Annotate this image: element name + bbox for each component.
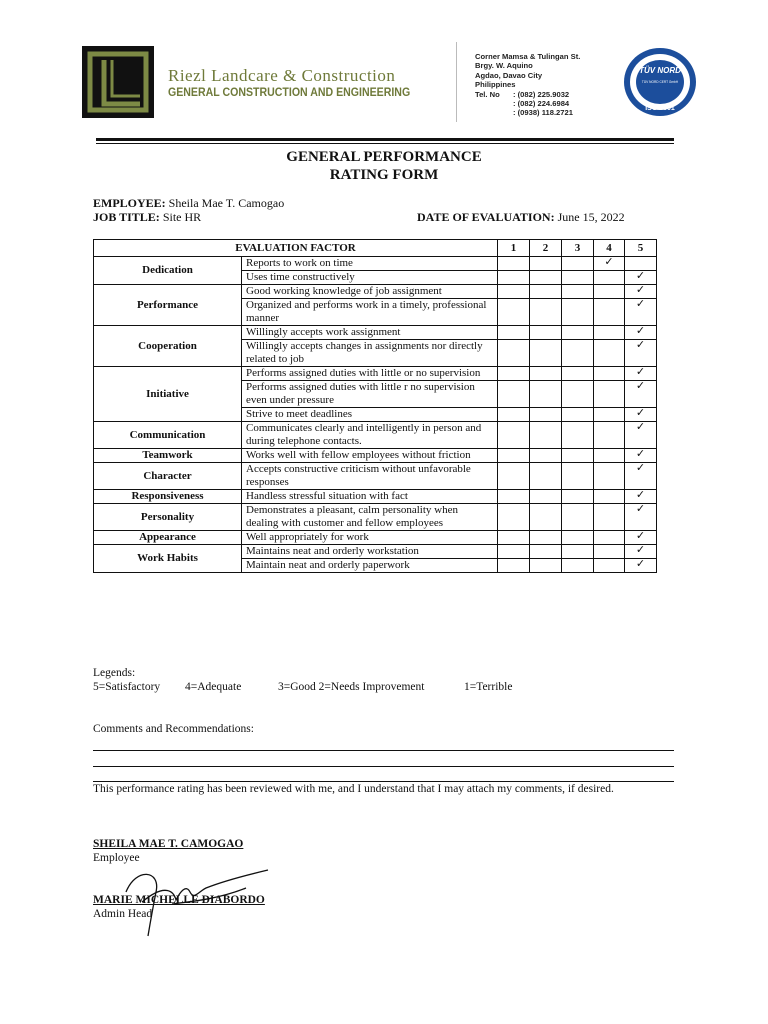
header-rule bbox=[96, 138, 674, 141]
criterion-cell: Demonstrates a pleasant, calm personality when dealing with customer and fellow employees bbox=[242, 504, 498, 531]
legend-title: Legends: bbox=[93, 667, 136, 679]
score-cell-1[interactable] bbox=[498, 559, 530, 573]
score-cell-3[interactable] bbox=[562, 559, 594, 573]
company-logo bbox=[82, 46, 154, 118]
criterion-cell: Accepts constructive criticism without unfavorable responses bbox=[242, 463, 498, 490]
tel-number: : (082) 224.6984 bbox=[513, 99, 570, 109]
factor-cell: Personality bbox=[94, 504, 242, 531]
score-header: 3 bbox=[562, 240, 594, 257]
check-mark-icon: ✓ bbox=[635, 325, 646, 337]
tel-number: : (082) 225.9032 bbox=[513, 89, 570, 99]
factor-cell: Appearance bbox=[94, 531, 242, 545]
comment-line[interactable] bbox=[93, 766, 674, 767]
title-line1: GENERAL PERFORMANCE bbox=[286, 149, 482, 165]
employee-value: Sheila Mae T. Camogao bbox=[168, 196, 285, 210]
check-mark-icon: ✓ bbox=[635, 270, 646, 282]
score-cell-5[interactable] bbox=[625, 408, 657, 422]
score-cell-2[interactable] bbox=[530, 257, 562, 271]
header-rule-thin bbox=[96, 143, 674, 144]
score-cell-4[interactable] bbox=[594, 285, 625, 299]
evaluation-table bbox=[93, 239, 657, 573]
date-label: DATE OF EVALUATION: bbox=[417, 210, 555, 224]
criterion-cell: Willingly accepts work assignment bbox=[242, 326, 498, 340]
admin-signatory-name: MARIE MICHELLE DIABORDO bbox=[93, 894, 265, 906]
score-header: 4 bbox=[594, 240, 625, 257]
score-cell-3[interactable] bbox=[562, 340, 594, 367]
check-mark-icon: ✓ bbox=[635, 421, 646, 433]
factor-cell: Character bbox=[94, 463, 242, 490]
comments-label: Comments and Recommendations: bbox=[93, 723, 254, 735]
tel-row bbox=[475, 90, 580, 99]
criterion-cell: Communicates clearly and intelligently in person and during telephone contacts. bbox=[242, 422, 498, 449]
criterion-cell: Handless stressful situation with fact bbox=[242, 490, 498, 504]
score-cell-4[interactable] bbox=[594, 257, 625, 271]
table-row bbox=[94, 490, 657, 504]
score-cell-3[interactable] bbox=[562, 381, 594, 408]
score-cell-5[interactable] bbox=[625, 559, 657, 573]
score-cell-4[interactable] bbox=[594, 422, 625, 449]
factor-cell: Communication bbox=[94, 422, 242, 449]
check-mark-icon: ✓ bbox=[635, 298, 646, 310]
table-row bbox=[94, 367, 657, 381]
criterion-cell: Well appropriately for work bbox=[242, 531, 498, 545]
tel-row bbox=[475, 99, 580, 108]
score-cell-5[interactable] bbox=[625, 531, 657, 545]
score-cell-5[interactable] bbox=[625, 367, 657, 381]
factor-cell: Teamwork bbox=[94, 449, 242, 463]
score-cell-2[interactable] bbox=[530, 545, 562, 559]
score-cell-1[interactable] bbox=[498, 257, 530, 271]
score-cell-4[interactable] bbox=[594, 463, 625, 490]
score-cell-1[interactable] bbox=[498, 299, 530, 326]
score-cell-2[interactable] bbox=[530, 285, 562, 299]
score-cell-2[interactable] bbox=[530, 367, 562, 381]
employee-signatory-name: SHEILA MAE T. CAMOGAO bbox=[93, 838, 244, 850]
criterion-cell: Strive to meet deadlines bbox=[242, 408, 498, 422]
seal-bottom-text: ISO 9001 bbox=[645, 105, 675, 112]
score-cell-3[interactable] bbox=[562, 408, 594, 422]
score-cell-4[interactable] bbox=[594, 271, 625, 285]
score-cell-5[interactable] bbox=[625, 422, 657, 449]
job-title-line bbox=[93, 210, 201, 225]
check-mark-icon: ✓ bbox=[635, 284, 646, 296]
score-cell-5[interactable] bbox=[625, 449, 657, 463]
score-cell-4[interactable] bbox=[594, 559, 625, 573]
tel-number: : (0938) 118.2721 bbox=[513, 108, 573, 118]
criterion-cell: Works well with fellow employees without friction bbox=[242, 449, 498, 463]
table-row bbox=[94, 285, 657, 299]
score-cell-5[interactable] bbox=[625, 285, 657, 299]
score-cell-5[interactable] bbox=[625, 504, 657, 531]
score-cell-2[interactable] bbox=[530, 326, 562, 340]
score-cell-5[interactable] bbox=[625, 326, 657, 340]
address-line: Corner Mamsa & Tulingan St. bbox=[475, 52, 581, 61]
score-cell-3[interactable] bbox=[562, 326, 594, 340]
criterion-cell: Good working knowledge of job assignment bbox=[242, 285, 498, 299]
score-cell-3[interactable] bbox=[562, 299, 594, 326]
table-body bbox=[94, 257, 657, 573]
table-row bbox=[94, 531, 657, 545]
address-line: Brgy. W. Aquino bbox=[475, 61, 533, 71]
employee-signatory-role: Employee bbox=[93, 852, 140, 864]
legend-item: 1=Terrible bbox=[464, 681, 513, 693]
check-mark-icon: ✓ bbox=[635, 339, 646, 351]
score-cell-2[interactable] bbox=[530, 408, 562, 422]
date-value: June 15, 2022 bbox=[557, 210, 625, 224]
handwritten-signature bbox=[116, 862, 276, 943]
criterion-cell: Organized and performs work in a timely, professional manner bbox=[242, 299, 498, 326]
score-cell-2[interactable] bbox=[530, 463, 562, 490]
score-cell-4[interactable] bbox=[594, 449, 625, 463]
score-cell-2[interactable] bbox=[530, 490, 562, 504]
admin-signatory-role: Admin Head bbox=[93, 908, 153, 920]
score-cell-4[interactable] bbox=[594, 504, 625, 531]
score-cell-1[interactable] bbox=[498, 340, 530, 367]
score-cell-5[interactable] bbox=[625, 257, 657, 271]
score-cell-2[interactable] bbox=[530, 504, 562, 531]
score-cell-1[interactable] bbox=[498, 367, 530, 381]
score-cell-2[interactable] bbox=[530, 271, 562, 285]
score-cell-1[interactable] bbox=[498, 463, 530, 490]
score-cell-5[interactable] bbox=[625, 299, 657, 326]
table-row bbox=[94, 257, 657, 271]
criterion-cell: Uses time constructively bbox=[242, 271, 498, 285]
address-line: Philippines bbox=[475, 80, 516, 90]
score-cell-5[interactable] bbox=[625, 381, 657, 408]
score-cell-3[interactable] bbox=[562, 463, 594, 490]
score-header: 5 bbox=[625, 240, 657, 257]
score-cell-4[interactable] bbox=[594, 545, 625, 559]
check-mark-icon: ✓ bbox=[635, 448, 646, 460]
table-row bbox=[94, 449, 657, 463]
table-row bbox=[94, 326, 657, 340]
score-cell-1[interactable] bbox=[498, 381, 530, 408]
score-cell-5[interactable] bbox=[625, 490, 657, 504]
company-tagline: GENERAL CONSTRUCTION AND ENGINEERING bbox=[168, 87, 411, 99]
criterion-cell: Performs assigned duties with little or no supervision bbox=[242, 367, 498, 381]
score-cell-1[interactable] bbox=[498, 422, 530, 449]
factor-header: EVALUATION FACTOR bbox=[94, 240, 498, 257]
check-mark-icon: ✓ bbox=[635, 503, 646, 515]
score-cell-5[interactable] bbox=[625, 545, 657, 559]
score-cell-1[interactable] bbox=[498, 545, 530, 559]
score-cell-1[interactable] bbox=[498, 531, 530, 545]
score-cell-2[interactable] bbox=[530, 531, 562, 545]
seal-top-text: TÜV NORD bbox=[639, 66, 681, 75]
criterion-cell: Reports to work on time bbox=[242, 257, 498, 271]
company-address bbox=[475, 52, 580, 118]
acknowledgement-text: This performance rating has been reviewed with me, and I understand that I may attach my comments, if desired. bbox=[93, 783, 614, 795]
company-name: Riezl Landcare & Construction bbox=[168, 66, 396, 85]
tel-label: Tel. No bbox=[475, 89, 500, 99]
form-title bbox=[0, 148, 768, 184]
score-cell-5[interactable] bbox=[625, 463, 657, 490]
factor-cell: Cooperation bbox=[94, 326, 242, 367]
score-cell-3[interactable] bbox=[562, 504, 594, 531]
table-row bbox=[94, 422, 657, 449]
score-header: 2 bbox=[530, 240, 562, 257]
factor-cell: Responsiveness bbox=[94, 490, 242, 504]
score-cell-4[interactable] bbox=[594, 408, 625, 422]
table-row bbox=[94, 545, 657, 559]
score-cell-2[interactable] bbox=[530, 299, 562, 326]
criterion-cell: Performs assigned duties with little r no supervision even under pressure bbox=[242, 381, 498, 408]
score-cell-3[interactable] bbox=[562, 422, 594, 449]
score-cell-4[interactable] bbox=[594, 340, 625, 367]
factor-cell: Performance bbox=[94, 285, 242, 326]
job-title-value: Site HR bbox=[162, 210, 202, 224]
iso-certification-seal bbox=[622, 46, 698, 123]
check-mark-icon: ✓ bbox=[635, 380, 646, 392]
score-cell-4[interactable] bbox=[594, 299, 625, 326]
score-cell-3[interactable] bbox=[562, 531, 594, 545]
check-mark-icon: ✓ bbox=[635, 530, 646, 542]
check-mark-icon: ✓ bbox=[635, 489, 646, 501]
score-header: 1 bbox=[498, 240, 530, 257]
score-cell-2[interactable] bbox=[530, 340, 562, 367]
evaluation-date-line bbox=[417, 210, 625, 225]
score-cell-1[interactable] bbox=[498, 408, 530, 422]
check-mark-icon: ✓ bbox=[635, 462, 646, 474]
legend-item: 4=Adequate bbox=[185, 681, 242, 693]
score-cell-4[interactable] bbox=[594, 490, 625, 504]
title-line2: RATING FORM bbox=[329, 167, 439, 183]
employee-line bbox=[93, 196, 284, 211]
employee-label: EMPLOYEE: bbox=[93, 196, 166, 210]
table-row bbox=[94, 504, 657, 531]
table-row bbox=[94, 463, 657, 490]
score-cell-1[interactable] bbox=[498, 285, 530, 299]
score-cell-1[interactable] bbox=[498, 271, 530, 285]
score-cell-3[interactable] bbox=[562, 271, 594, 285]
score-cell-4[interactable] bbox=[594, 381, 625, 408]
score-cell-3[interactable] bbox=[562, 449, 594, 463]
check-mark-icon: ✓ bbox=[635, 544, 646, 556]
score-cell-1[interactable] bbox=[498, 326, 530, 340]
criterion-cell: Maintain neat and orderly paperwork bbox=[242, 559, 498, 573]
score-cell-2[interactable] bbox=[530, 449, 562, 463]
job-title-label: JOB TITLE: bbox=[93, 210, 160, 224]
seal-mid-text: TÜV NORD CERT GmbH bbox=[641, 80, 679, 84]
factor-cell: Initiative bbox=[94, 367, 242, 422]
score-cell-4[interactable] bbox=[594, 531, 625, 545]
score-cell-2[interactable] bbox=[530, 422, 562, 449]
check-mark-icon: ✓ bbox=[635, 407, 646, 419]
legend-item: 3=Good 2=Needs Improvement bbox=[278, 681, 425, 693]
score-cell-2[interactable] bbox=[530, 559, 562, 573]
score-cell-5[interactable] bbox=[625, 340, 657, 367]
comment-line[interactable] bbox=[93, 750, 674, 751]
score-cell-3[interactable] bbox=[562, 257, 594, 271]
score-cell-3[interactable] bbox=[562, 285, 594, 299]
criterion-cell: Maintains neat and orderly workstation bbox=[242, 545, 498, 559]
score-cell-1[interactable] bbox=[498, 490, 530, 504]
check-mark-icon: ✓ bbox=[635, 558, 646, 570]
score-cell-3[interactable] bbox=[562, 545, 594, 559]
score-cell-5[interactable] bbox=[625, 271, 657, 285]
legend-item: 5=Satisfactory bbox=[93, 681, 161, 693]
score-cell-4[interactable] bbox=[594, 326, 625, 340]
score-cell-1[interactable] bbox=[498, 449, 530, 463]
score-cell-2[interactable] bbox=[530, 381, 562, 408]
address-line: Agdao, Davao City bbox=[475, 70, 543, 80]
factor-cell: Work Habits bbox=[94, 545, 242, 573]
check-mark-icon: ✓ bbox=[635, 366, 646, 378]
table-header-row bbox=[94, 240, 657, 257]
score-cell-1[interactable] bbox=[498, 504, 530, 531]
score-cell-4[interactable] bbox=[594, 367, 625, 381]
check-mark-icon: ✓ bbox=[604, 256, 614, 268]
score-cell-3[interactable] bbox=[562, 367, 594, 381]
factor-cell: Dedication bbox=[94, 257, 242, 285]
tel-row bbox=[475, 108, 580, 117]
score-cell-3[interactable] bbox=[562, 490, 594, 504]
header-divider bbox=[456, 42, 457, 122]
company-block bbox=[168, 66, 431, 99]
criterion-cell: Willingly accepts changes in assignments nor directly related to job bbox=[242, 340, 498, 367]
